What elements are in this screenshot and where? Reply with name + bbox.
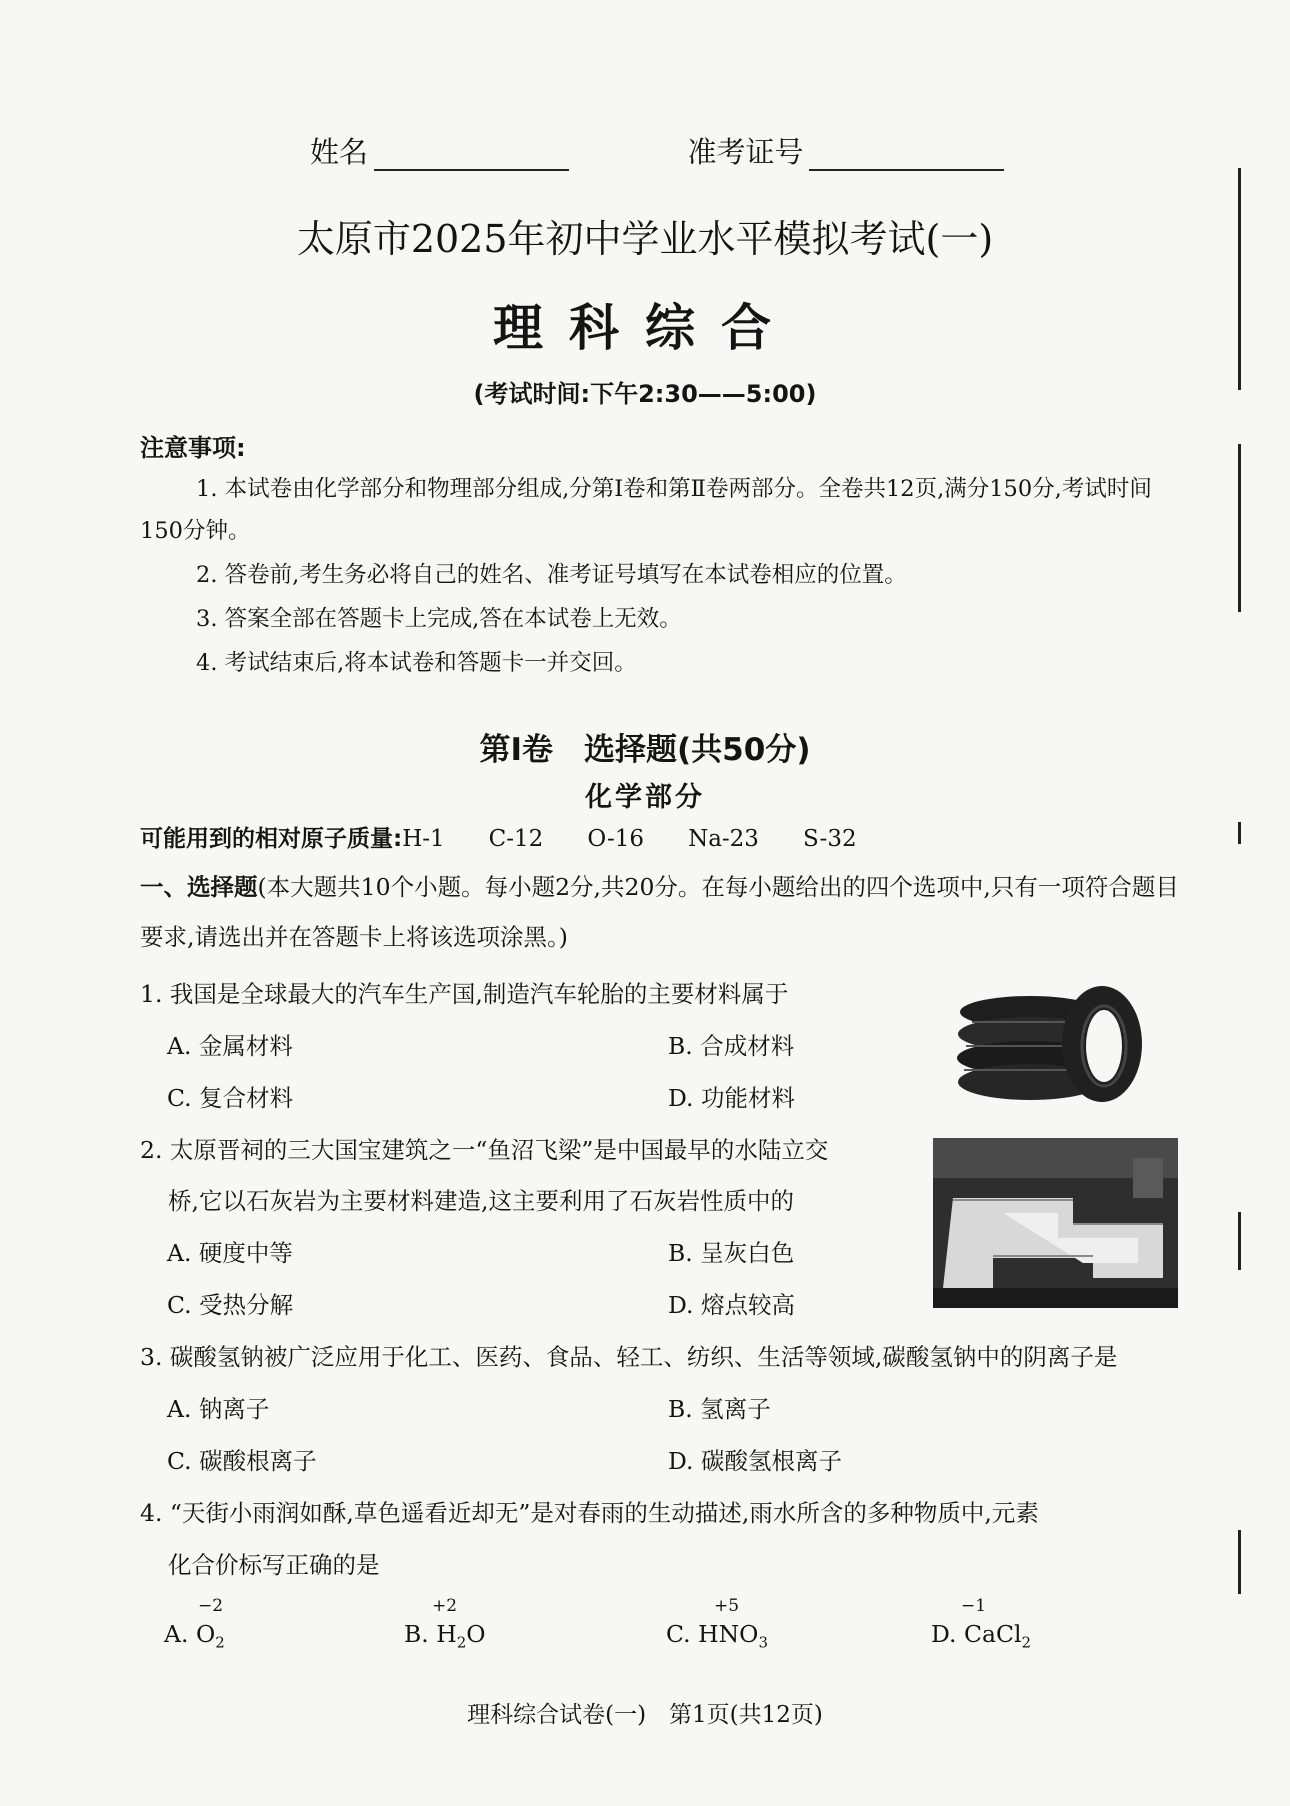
candidate-info-row [310, 130, 1004, 171]
option-letter: D. [931, 1620, 957, 1648]
option-letter: A. [164, 1620, 189, 1648]
notice-item-text: 3. 答案全部在答题卡上完成,答在本试卷上无效。 [196, 606, 682, 632]
notice-item [140, 648, 1180, 678]
atomic-mass-value: C-12 [488, 826, 544, 852]
option-d[interactable]: D. 熔点较高 [668, 1291, 795, 1319]
charge-label: +5 [714, 1596, 740, 1616]
formula-sub: 2 [456, 1633, 467, 1652]
question-stem-line: 2. 太原晋祠的三大国宝建筑之一“鱼沼飞梁”是中国最早的水陆立交 [140, 1136, 829, 1164]
exam-id-field[interactable] [809, 143, 1004, 171]
option-d[interactable]: D. 碳酸氢根离子 [668, 1447, 842, 1475]
scan-mark [1238, 444, 1241, 612]
notice-item [140, 468, 1180, 552]
option-c[interactable]: C. 碳酸根离子 [167, 1447, 317, 1475]
option-a[interactable]: A. 钠离子 [167, 1395, 270, 1423]
subject-title: 理科综合 [493, 299, 797, 357]
option-c[interactable]: C. 受热分解 [167, 1291, 294, 1319]
formula: O [195, 1620, 216, 1648]
volume-title: 第Ⅰ卷 选择题(共50分) [479, 732, 811, 768]
notice-item-text: 4. 考试结束后,将本试卷和答题卡一并交回。 [196, 650, 637, 676]
option-b[interactable]: B. 合成材料 [668, 1032, 795, 1060]
notice-item [140, 604, 1180, 634]
question-stem-line: 桥,它以石灰岩为主要材料建造,这主要利用了石灰岩性质中的 [168, 1187, 794, 1215]
atomic-mass-value: O-16 [587, 826, 645, 852]
page-footer: 理科综合试卷(一) 第1页(共12页) [467, 1702, 823, 1728]
tire-image [952, 982, 1148, 1112]
atomic-mass-label: 可能用到的相对原子质量: [140, 826, 403, 852]
option-a[interactable]: A. 硬度中等 [167, 1239, 293, 1267]
scan-mark [1238, 822, 1241, 844]
notice-item-text: 1. 本试卷由化学部分和物理部分组成,分第Ⅰ卷和第Ⅱ卷两部分。全卷共12页,满分150分,考试时间150分钟。 [140, 476, 1152, 544]
formula-sub: 2 [1021, 1633, 1032, 1652]
option-d[interactable]: D. 功能材料 [668, 1084, 795, 1112]
option-a[interactable]: A. 金属材料 [167, 1032, 293, 1060]
option-c[interactable]: C. 复合材料 [167, 1084, 294, 1112]
formula: HNO [698, 1620, 759, 1648]
option-letter: B. [404, 1620, 429, 1648]
atomic-mass-value: S-32 [802, 826, 857, 852]
notice-item-text: 2. 答卷前,考生务必将自己的姓名、准考证号填写在本试卷相应的位置。 [196, 562, 907, 588]
scan-mark [1238, 1530, 1241, 1594]
section-text: (本大题共10个小题。每小题2分,共20分。在每小题给出的四个选项中,只有一项符合题目要求,请选出并在答题卡上将该选项涂黑。) [140, 873, 1179, 951]
formula-tail: O [466, 1620, 486, 1648]
notice-heading: 注意事项: [140, 434, 246, 462]
formula-sub: 3 [758, 1633, 768, 1652]
exam-title: 太原市2025年初中学业水平模拟考试(一) [296, 217, 994, 261]
part-title: 化学部分 [585, 782, 705, 813]
bridge-photo [933, 1138, 1178, 1308]
section-instructions [140, 862, 1185, 962]
atomic-mass-line [140, 820, 857, 853]
exam-time: (考试时间:下午2:30——5:00) [473, 380, 817, 408]
notice-item [140, 560, 1180, 590]
name-label: 姓名 [310, 135, 369, 169]
charge-label: −1 [961, 1596, 987, 1616]
charge-label: +2 [432, 1596, 458, 1616]
option-b[interactable]: B. 氢离子 [668, 1395, 771, 1423]
scan-mark [1238, 1212, 1241, 1270]
formula-sub: 2 [215, 1633, 225, 1652]
section-head: 一、选择题 [140, 873, 258, 901]
question-stem: 3. 碳酸氢钠被广泛应用于化工、医药、食品、轻工、纺织、生活等领域,碳酸氢钠中的阴离子是 [140, 1343, 1118, 1371]
exam-id-label: 准考证号 [687, 135, 804, 169]
question-stem-line: 4. “天街小雨润如酥,草色遥看近却无”是对春雨的生动描述,雨水所含的多种物质中,元素 [140, 1499, 1039, 1527]
formula: CaCl [963, 1620, 1022, 1648]
option-b[interactable]: B. 呈灰白色 [668, 1239, 795, 1267]
question-stem-line: 化合价标写正确的是 [168, 1551, 380, 1579]
atomic-mass-value: H-1 [402, 826, 445, 852]
name-field[interactable] [374, 143, 569, 171]
charge-label: −2 [198, 1596, 224, 1616]
option-letter: C. [666, 1620, 691, 1648]
formula: H [436, 1620, 457, 1648]
question-stem: 1. 我国是全球最大的汽车生产国,制造汽车轮胎的主要材料属于 [140, 980, 789, 1008]
atomic-mass-value: Na-23 [688, 826, 759, 852]
